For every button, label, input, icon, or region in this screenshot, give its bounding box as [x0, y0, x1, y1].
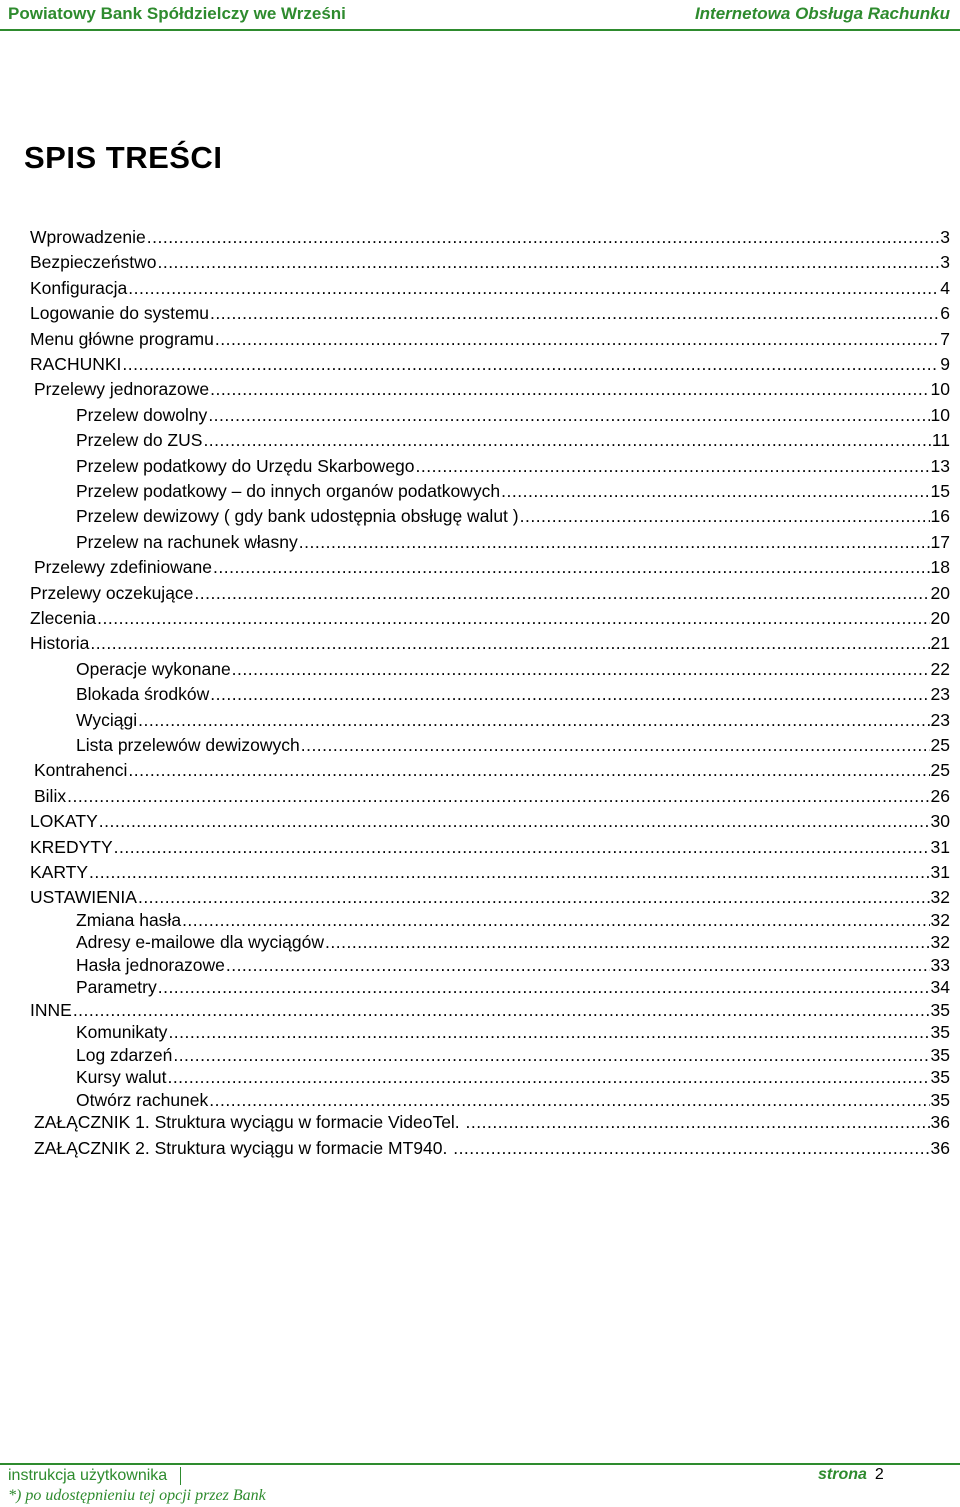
footer-page-number: 2: [874, 1466, 884, 1483]
toc-leader-dots: [453, 1136, 929, 1160]
toc-entry[interactable]: [30, 809, 950, 833]
page-header: [0, 0, 960, 30]
toc-entry[interactable]: [76, 1065, 950, 1089]
toc-leader-dots: [203, 428, 930, 452]
toc-entry-label: Logowanie do systemu: [30, 303, 209, 324]
toc-leader-dots: [128, 758, 929, 782]
toc-entry[interactable]: [76, 479, 950, 503]
toc-entry-label: Konfiguracja: [30, 277, 128, 298]
toc-leader-dots: [210, 377, 929, 401]
header-divider: [0, 29, 960, 31]
toc-leader-dots: [138, 885, 930, 909]
toc-entry[interactable]: [30, 885, 950, 909]
footer-note: *) po udostępnieniu tej opcji przez Bank: [8, 1487, 266, 1504]
toc-entry-page: 4: [940, 277, 950, 298]
toc-entry-page: 11: [931, 430, 950, 451]
toc-entry-label: Kontrahenci: [34, 760, 128, 781]
toc-entry-label: Bezpieczeństwo: [30, 252, 157, 273]
toc-entry-label: ZAŁĄCZNIK 1. Struktura wyciągu w formacie VideoTel.: [34, 1112, 465, 1133]
toc-leader-dots: [520, 504, 930, 528]
toc-leader-dots: [99, 809, 930, 833]
footer-separator: [180, 1467, 181, 1485]
toc-entry[interactable]: [34, 784, 950, 808]
header-service-name: Internetowa Obsługa Rachunku: [694, 4, 950, 23]
toc-entry-page: 7: [940, 328, 950, 349]
toc-entry[interactable]: [76, 454, 950, 478]
toc-entry-page: 26: [930, 785, 950, 806]
toc-entry-page: 34: [930, 977, 950, 998]
toc-entry-label: Historia: [30, 633, 90, 654]
toc-entry-label: Hasła jednorazowe: [76, 954, 225, 975]
toc-entry-page: 16: [930, 506, 950, 527]
toc-entry-page: 32: [930, 909, 950, 930]
toc-entry[interactable]: [30, 581, 950, 605]
toc-entry-page: 25: [930, 735, 950, 755]
toc-entry[interactable]: [30, 631, 950, 655]
toc-entry-label: Przelewy zdefiniowane: [34, 557, 213, 578]
toc-leader-dots: [168, 1020, 929, 1044]
toc-entry-page: 22: [930, 658, 950, 679]
toc-leader-dots: [213, 555, 930, 579]
toc-entry-label: USTAWIENIA: [30, 887, 137, 908]
toc-entry-label: Przelew do ZUS: [76, 430, 203, 451]
toc-entry[interactable]: [76, 1043, 950, 1067]
toc-entry[interactable]: [34, 1110, 950, 1134]
toc-entry-label: Przelewy jednorazowe: [34, 379, 210, 400]
toc-leader-dots: [210, 682, 929, 706]
toc-entry[interactable]: [76, 733, 950, 757]
toc-entry-page: 20: [930, 608, 950, 628]
toc-leader-dots: [226, 953, 930, 977]
toc-entry[interactable]: [76, 975, 950, 999]
toc-entry[interactable]: [30, 998, 950, 1022]
toc-entry-label: Kursy walut: [76, 1067, 167, 1088]
toc-entry[interactable]: [34, 377, 950, 401]
toc-entry[interactable]: [76, 657, 950, 681]
toc-entry[interactable]: [76, 504, 950, 528]
toc-entry-label: Adresy e-mailowe dla wyciągów: [76, 932, 325, 953]
toc-entry-label: Wprowadzenie: [30, 227, 146, 247]
toc-entry-page: 23: [930, 709, 950, 730]
toc-entry-page: 3: [940, 252, 950, 273]
toc-entry-label: Parametry: [76, 977, 157, 998]
toc-entry[interactable]: [76, 682, 950, 706]
toc-entry-page: 35: [930, 1089, 950, 1110]
toc-entry-page: 33: [930, 954, 950, 975]
toc-leader-dots: [67, 784, 929, 808]
toc-leader-dots: [157, 250, 939, 274]
toc-entry[interactable]: [34, 1136, 950, 1160]
toc-entry-label: Wyciągi: [76, 709, 138, 730]
toc-entry-page: 25: [930, 760, 950, 781]
toc-entry-label: Przelew na rachunek własny: [76, 531, 298, 552]
toc-leader-dots: [325, 930, 930, 954]
toc-leader-dots: [138, 708, 929, 732]
toc-entry[interactable]: [30, 301, 950, 325]
toc-leader-dots: [173, 1043, 929, 1067]
toc-leader-dots: [299, 530, 930, 554]
toc-entry-page: 31: [930, 862, 950, 882]
toc-entry-label: Przelew podatkowy do Urzędu Skarbowego: [76, 455, 415, 476]
toc-entry[interactable]: [30, 352, 950, 376]
toc-entry[interactable]: [76, 403, 950, 427]
toc-entry[interactable]: [76, 1020, 950, 1044]
toc-entry-label: Przelew podatkowy – do innych organów podatkowych: [76, 481, 501, 501]
toc-entry-label: KARTY: [30, 862, 89, 882]
toc-leader-dots: [147, 225, 940, 249]
toc-leader-dots: [114, 835, 930, 859]
toc-entry-label: Przelew dowolny: [76, 404, 208, 425]
toc-entry[interactable]: [30, 606, 950, 630]
toc-entry[interactable]: [30, 327, 950, 351]
toc-entry[interactable]: [34, 555, 950, 579]
toc-leader-dots: [73, 998, 930, 1022]
toc-leader-dots: [89, 860, 930, 884]
toc-entry-page: 15: [930, 481, 950, 501]
toc-leader-dots: [416, 454, 930, 478]
toc-entry-page: 36: [930, 1137, 950, 1158]
toc-entry-page: 35: [930, 1022, 950, 1043]
toc-entry-label: Bilix: [34, 785, 67, 806]
toc-entry[interactable]: [76, 953, 950, 977]
toc-leader-dots: [97, 606, 929, 630]
toc-leader-dots: [501, 479, 929, 503]
page-title: SPIS TREŚCI: [24, 140, 223, 175]
toc-entry[interactable]: [30, 860, 950, 884]
toc-leader-dots: [122, 352, 939, 376]
footer-divider: [0, 1463, 960, 1465]
toc-entry-page: 30: [930, 811, 950, 832]
toc-entry[interactable]: [76, 1088, 950, 1112]
toc-leader-dots: [466, 1110, 930, 1134]
toc-entry-page: 21: [930, 633, 950, 654]
toc-entry[interactable]: [34, 758, 950, 782]
footer-manual-label: instrukcja użytkownika: [8, 1467, 168, 1484]
toc-entry-label: Zmiana hasła: [76, 909, 182, 930]
toc-entry-label: Blokada środków: [76, 684, 210, 705]
toc-entry[interactable]: [76, 530, 950, 554]
toc-leader-dots: [208, 403, 929, 427]
header-bank-name: Powiatowy Bank Spółdzielczy we Wrześni: [8, 4, 346, 23]
toc-entry-page: 18: [930, 557, 950, 578]
toc-entry[interactable]: [30, 250, 950, 274]
toc-entry-label: KREDYTY: [30, 836, 113, 857]
toc-entry-label: Log zdarzeń: [76, 1044, 173, 1065]
toc-entry[interactable]: [76, 428, 950, 452]
toc-leader-dots: [158, 975, 930, 999]
toc-entry-label: RACHUNKI: [30, 354, 122, 374]
toc-entry-label: LOKATY: [30, 811, 98, 832]
toc-entry[interactable]: [30, 835, 950, 859]
toc-entry-page: 6: [940, 303, 950, 324]
toc-entry-label: Menu główne programu: [30, 328, 214, 349]
toc-entry-page: 10: [930, 404, 950, 425]
toc-entry-page: 10: [930, 379, 950, 400]
toc-entry[interactable]: [30, 276, 950, 300]
toc-entry-page: 35: [930, 1044, 950, 1065]
toc-entry-label: INNE: [30, 999, 72, 1020]
toc-leader-dots: [232, 657, 930, 681]
toc-entry-page: 32: [930, 887, 950, 908]
footer-page-label: strona: [818, 1466, 867, 1483]
toc-entry-label: Komunikaty: [76, 1022, 168, 1043]
toc-entry-label: Otwórz rachunek: [76, 1089, 209, 1110]
toc-leader-dots: [167, 1065, 929, 1089]
toc-leader-dots: [301, 733, 930, 757]
toc-entry[interactable]: [30, 225, 950, 249]
toc-leader-dots: [194, 581, 929, 605]
toc-entry-page: 31: [930, 836, 950, 857]
toc-leader-dots: [210, 301, 939, 325]
toc-entry-label: Przelew dewizowy ( gdy bank udostępnia obsługę walut ): [76, 506, 519, 527]
toc-entry-page: 36: [930, 1112, 950, 1133]
toc-entry-page: 20: [930, 582, 950, 603]
toc-entry-page: 3: [940, 227, 950, 247]
toc-entry-label: Lista przelewów dewizowych: [76, 735, 300, 755]
toc-entry-page: 13: [930, 455, 950, 476]
toc-leader-dots: [182, 908, 929, 932]
toc-entry-page: 23: [930, 684, 950, 705]
toc-entry-label: Operacje wykonane: [76, 658, 231, 679]
toc-entry-label: Zlecenia: [30, 608, 97, 628]
footer-page-indicator: [818, 1466, 884, 1484]
toc-entry[interactable]: [76, 708, 950, 732]
toc-entry-page: 17: [930, 531, 950, 552]
toc-entry-label: ZAŁĄCZNIK 2. Struktura wyciągu w formacie MT940.: [34, 1137, 453, 1158]
toc-entry-label: Przelewy oczekujące: [30, 582, 194, 603]
toc-entry-page: 35: [930, 1067, 950, 1088]
toc-entry-page: 9: [940, 354, 950, 374]
toc-leader-dots: [209, 1088, 929, 1112]
toc-leader-dots: [90, 631, 929, 655]
toc-entry[interactable]: [76, 930, 950, 954]
toc-entry-page: 32: [930, 932, 950, 953]
toc-leader-dots: [128, 276, 939, 300]
toc-entry[interactable]: [76, 908, 950, 932]
toc-entry-page: 35: [930, 999, 950, 1020]
toc-leader-dots: [215, 327, 939, 351]
